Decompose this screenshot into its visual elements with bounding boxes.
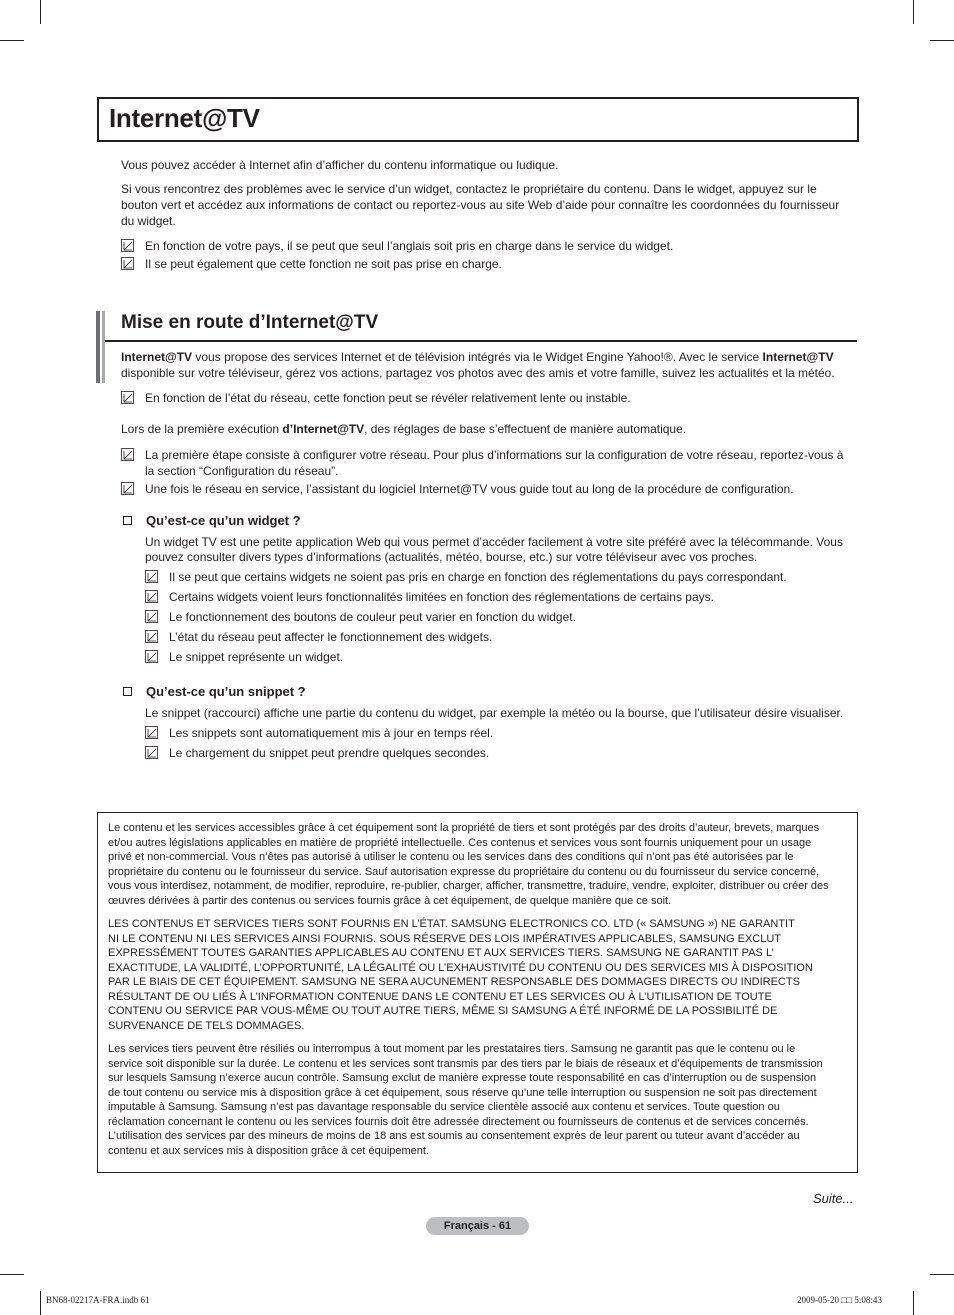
legal-line: vous vous interdisez, notamment, de modifier, reproduire, re-publier, charger, afficher, transmettre, traduire, vendre, exploiter, distribuer ou créer des <box>108 880 829 892</box>
legal-line: EXPRESSÉMENT TOUTES GARANTIES APPLICABLES AU CONTENU ET AUX SERVICES TIERS. SAMSUNG NE GARANTIT PAS L’ <box>108 947 774 959</box>
note-pencil-icon <box>121 391 135 405</box>
note-pencil-icon <box>145 726 159 740</box>
section-note-1 <box>121 390 631 406</box>
section-note-2 <box>121 447 843 479</box>
legal-line: PAR LE BIAIS DE CET ÉQUIPEMENT. SAMSUNG NE SERA AUCUNEMENT RESPONSABLE DES DOMMAGES DIRECTS OU INDIRECTS <box>108 976 800 988</box>
section-note-3-text: Une fois le réseau en service, l’assistant du logiciel Internet@TV vous guide tout au long de la procédure de configuration. <box>145 482 794 496</box>
widget-note-5-text: Le snippet représente un widget. <box>169 650 344 664</box>
legal-line: LES CONTENUS ET SERVICES TIERS SONT FOURNIS EN L’ÉTAT. SAMSUNG ELECTRONICS CO. LTD (« SAMSUNG ») NE GARANTIT <box>108 918 795 930</box>
page-number-badge: Français - 61 <box>426 1217 529 1235</box>
section-paragraph-2-post: , des réglages de base s’effectuent de manière automatique. <box>364 422 687 436</box>
legal-line: œuvres dérivées à partir des contenus ou services fournis grâce à cet équipement, de quelque manière que ce soit. <box>108 894 672 907</box>
snippet-note-1-text: Les snippets sont automatiquement mis à jour en temps réel. <box>169 726 494 740</box>
crop-mark-top-left-v <box>40 0 41 24</box>
legal-line: EXACTITUDE, LA VALIDITÉ, L’OPPORTUNITÉ, LA LÉGALITÉ OU L’EXHAUSTIVITÉ DU CONTENU OU DES SERVICES MIS À DISPOSITION <box>108 961 813 974</box>
crop-mark-bottom-left-h <box>0 1274 24 1275</box>
legal-paragraph-1 <box>108 821 848 908</box>
intro-note-1-text: En fonction de votre pays, il se peut que seul l’anglais soit pris en charge dans le service du widget. <box>145 239 674 253</box>
section-paragraph-1-line-1 <box>121 349 834 365</box>
legal-line: NI LE CONTENU NI LES SERVICES AINSI FOURNIS. SOUS RÉSERVE DES LOIS IMPÉRATIVES APPLICABLES, SAMSUNG EXCLUT <box>108 932 782 945</box>
section-paragraph-1-mid: vous propose des services Internet et de télévision intégrés via le Widget Engine Yahoo!®. Avec le service <box>192 350 763 364</box>
brand-text: d’Internet@TV <box>282 422 365 436</box>
section-note-2-text <box>145 447 843 479</box>
brand-text: Internet@TV <box>762 350 834 364</box>
intro-note-2 <box>121 256 502 272</box>
square-bullet-icon <box>123 687 132 696</box>
widget-note-1 <box>145 569 787 585</box>
snippet-paragraph: Le snippet (raccourci) affiche une partie du contenu du widget, par exemple la météo ou la bourse, que l’utilisateur désire visualiser. <box>145 706 844 720</box>
crop-mark-bottom-right-h <box>930 1274 954 1275</box>
widget-paragraph-line-1: Un widget TV est une petite application Web qui vous permet d’accéder facilement à votre site préféré avec la télécommande. Vous <box>145 535 843 549</box>
legal-line: contenu et aux services mis à disposition grâce à cet équipement. <box>108 1144 430 1157</box>
note-pencil-icon <box>145 590 159 604</box>
note-pencil-icon <box>121 448 135 462</box>
section-bar-dark <box>96 311 100 383</box>
legal-line: propriétaire du contenu ou le fournisseur du service. Sauf autorisation expresse du propriétaire du contenu ou du fournisseur du service concerné, <box>108 865 820 878</box>
crop-mark-top-left-h <box>0 40 24 41</box>
widget-note-2-text: Certains widgets voient leurs fonctionnalités limitées en fonction des réglementations de certains pays. <box>169 590 714 604</box>
snippet-note-2-text: Le chargement du snippet peut prendre quelques secondes. <box>169 746 490 760</box>
note-pencil-icon <box>145 650 159 664</box>
legal-line: Les services tiers peuvent être résiliés ou interrompus à tout moment par les prestataires tiers. Samsung ne garantit pas que le contenu ou le <box>108 1043 796 1055</box>
note-pencil-icon <box>121 482 135 496</box>
legal-line: CONTENU OU SERVICE PAR VOUS-MÊME OU TOUT AUTRE TIERS, MÊME SI SAMSUNG A ÉTÉ INFORMÉ DE LA POSSIBILITÉ DE <box>108 1005 778 1017</box>
legal-line: de tout contenu ou service mis à disposition grâce à cet équipement, sous réserve qu’une telle interruption ou suspension ne soit pas directement <box>108 1086 817 1099</box>
crop-mark-top-right-v <box>913 0 914 24</box>
widget-note-5 <box>145 649 343 665</box>
legal-line: sur lesquels Samsung n’exerce aucun contrôle. Samsung exclut de manière expresse toute responsabilité en cas d’interruption ou de suspension <box>108 1072 817 1084</box>
section-note-3 <box>121 481 794 497</box>
section-note-1-text: En fonction de l’état du réseau, cette fonction peut se révéler relativement lente ou instable. <box>145 391 631 405</box>
crop-mark-bottom-right-v <box>913 1291 914 1315</box>
legal-line: SURVENANCE DE TELS DOMMAGES. <box>108 1019 305 1032</box>
note-pencil-icon <box>145 610 159 624</box>
intro-note-2-text: Il se peut également que cette fonction ne soit pas prise en charge. <box>145 257 502 271</box>
legal-paragraph-2 <box>108 917 848 1033</box>
note-pencil-icon <box>121 239 135 253</box>
section-title: Mise en route d’Internet@TV <box>121 312 379 333</box>
intro-paragraph-2-line-3: du widget. <box>121 214 176 228</box>
widget-heading <box>123 513 301 528</box>
widget-paragraph-line-2: pouvez consulter divers types d’informations (actualités, météo, bourse, etc.) sur votre téléviseur avec vos proches. <box>145 550 758 564</box>
widget-note-3-text: Le fonctionnement des boutons de couleur peut varier en fonction du widget. <box>169 610 576 624</box>
continued-label: Suite... <box>813 1191 854 1206</box>
square-bullet-icon <box>123 516 132 525</box>
note-pencil-icon <box>145 570 159 584</box>
title-box <box>97 97 859 142</box>
section-paragraph-2-pre: Lors de la première exécution <box>121 422 283 436</box>
widget-heading-text: Qu’est-ce qu’un widget ? <box>146 513 301 528</box>
widget-note-4-text: L’état du réseau peut affecter le fonctionnement des widgets. <box>169 630 493 644</box>
legal-line: service soit disponible sur la durée. Le contenu et les services sont transmis par des tiers par le biais de réseaux et d’équipements de transmission <box>108 1057 823 1070</box>
legal-line: imputable à Samsung. Samsung n’est pas davantage responsable du service clientèle associé aux contenu et services. Toute question ou <box>108 1101 780 1113</box>
brand-text: Internet@TV <box>121 350 193 364</box>
widget-note-1-text: Il se peut que certains widgets ne soient pas pris en charge en fonction des réglementations du pays correspondant. <box>169 570 787 584</box>
intro-paragraph-2-line-1: Si vous rencontrez des problèmes avec le service d’un widget, contactez le propriétaire du contenu. Dans le widget, appuyez sur le <box>121 182 817 196</box>
note-pencil-icon <box>145 746 159 760</box>
widget-note-3 <box>145 609 576 625</box>
legal-notice-box <box>97 812 858 1173</box>
note-pencil-icon <box>121 257 135 271</box>
legal-paragraph-3 <box>108 1042 848 1158</box>
legal-line: Le contenu et les services accessibles grâce à cet équipement sont la propriété de tiers et sont protégés par des droits d’auteur, brevets, marques <box>108 822 820 834</box>
legal-line: réclamation concernant le contenu ou les services fournis doit être adressée directement ou fournisseurs de contenus et de services concernés. <box>108 1115 809 1128</box>
legal-line: et/ou autres législations applicables en matière de propriété intellectuelle. Ces contenus et services vous sont fournis uniquement pour un usage <box>108 836 812 849</box>
section-note-2-line-2: la section “Configuration du réseau”. <box>145 464 339 478</box>
footer-timestamp: 2009-05-20 □□ 5:08:43 <box>797 1295 882 1305</box>
page-title: Internet@TV <box>109 103 260 133</box>
snippet-note-2 <box>145 745 489 761</box>
snippet-heading-text: Qu’est-ce qu’un snippet ? <box>146 684 306 699</box>
section-rule <box>105 340 857 342</box>
note-pencil-icon <box>145 630 159 644</box>
section-paragraph-2 <box>121 421 686 437</box>
legal-line: L’utilisation des services par des mineurs de moins de 18 ans est soumis au consentement exprès de leur parent ou tuteur avant d’accéder au <box>108 1130 800 1142</box>
widget-note-4 <box>145 629 492 645</box>
widget-note-2 <box>145 589 714 605</box>
intro-paragraph-1: Vous pouvez accéder à Internet afin d’afficher du contenu informatique ou ludique. <box>121 158 559 172</box>
legal-line: RÉSULTANT DE OU LIÉS À L’INFORMATION CONTENUE DANS LE CONTENU ET LES SERVICES OU À L’UTILISATION DE TOUTE <box>108 990 772 1003</box>
section-note-2-line-1: La première étape consiste à configurer votre réseau. Pour plus d’informations sur la configuration de votre réseau, reportez-vous à <box>145 448 844 462</box>
legal-line: privé et non-commercial. Vous n’êtes pas autorisé à utiliser le contenu ou les services dans des conditions qui n’ont pas été autorisées par le <box>108 851 794 863</box>
section-paragraph-1-line-2: disponible sur votre téléviseur, gérez vos actions, partagez vos photos avec des amis et votre famille, suivez les actualités et la météo. <box>121 366 835 380</box>
snippet-note-1 <box>145 725 493 741</box>
section-bar-light <box>102 311 105 383</box>
crop-mark-bottom-left-v <box>40 1291 41 1315</box>
footer-file-name: BN68-02217A-FRA.indb 61 <box>46 1295 150 1305</box>
intro-note-1 <box>121 238 673 254</box>
crop-mark-top-right-h <box>930 40 954 41</box>
snippet-heading <box>123 684 306 699</box>
intro-paragraph-2-line-2: bouton vert et accédez aux informations de contact ou reportez-vous au site Web d’aide pour connaître les coordonnées du fournisseur <box>121 198 840 212</box>
